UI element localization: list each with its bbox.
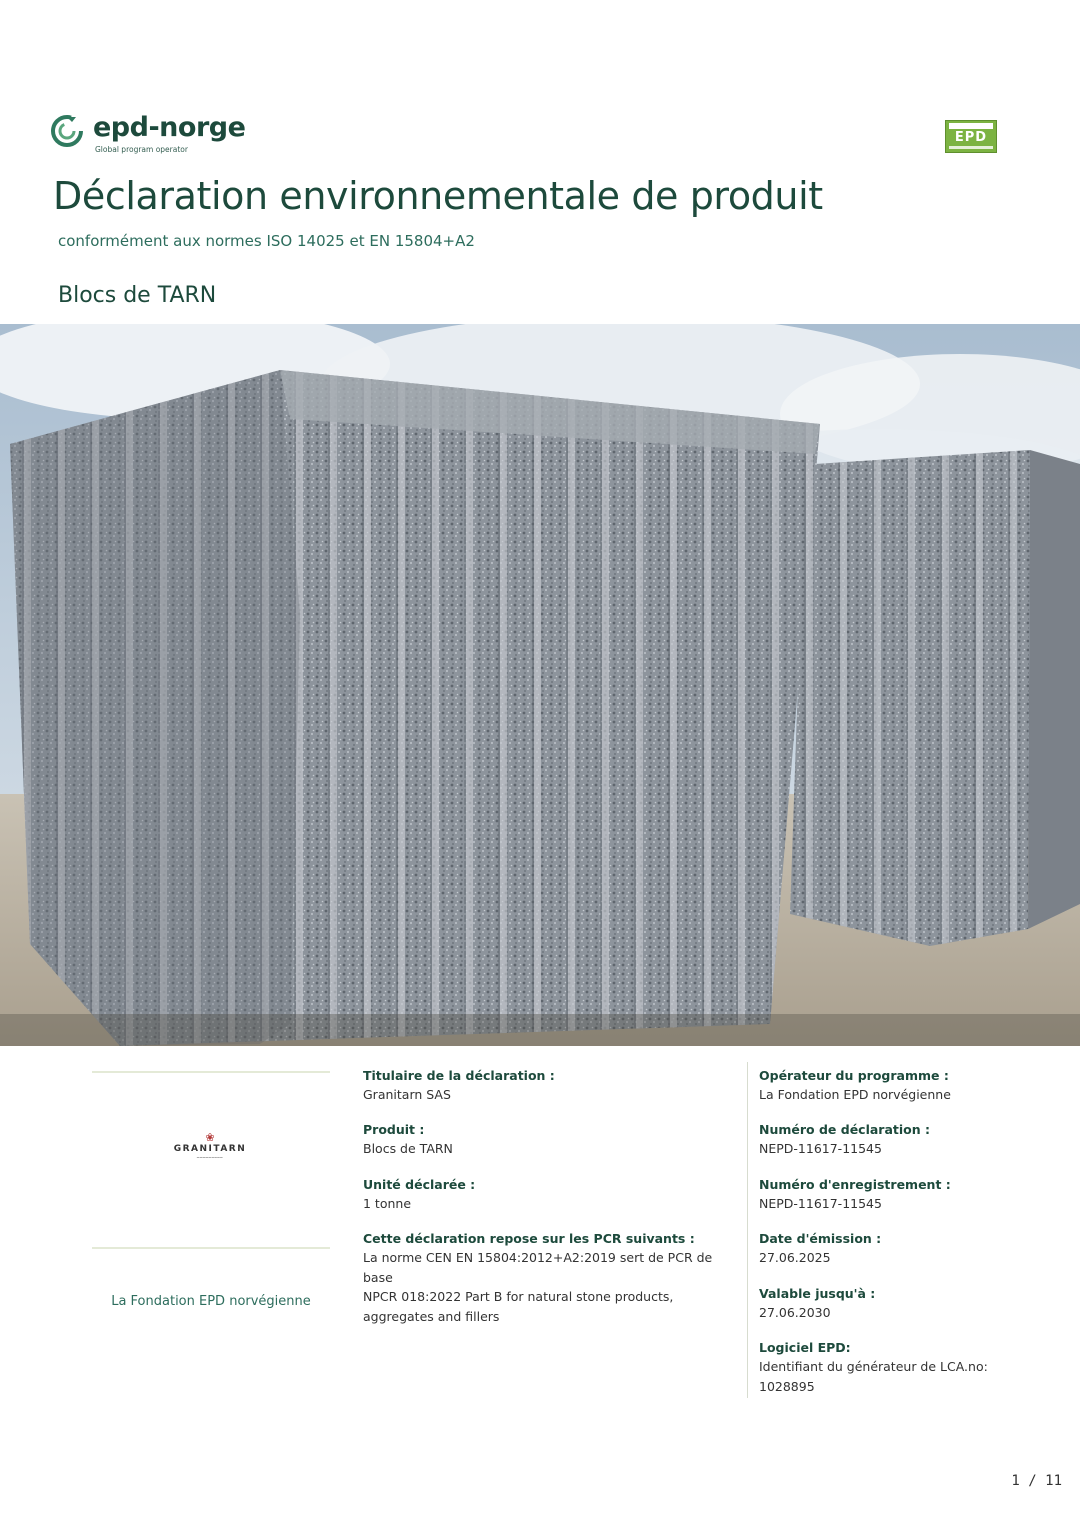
field-label: Numéro de déclaration : [759,1122,930,1137]
field-value: aggregates and fillers [363,1308,500,1324]
field-value: NEPD-11617-11545 [759,1141,882,1156]
field-declared-unit [363,1175,475,1214]
page-subtitle: conformément aux normes ISO 14025 et EN 15804+A2 [58,232,475,250]
field-valid-until [759,1284,875,1323]
field-epd-software [759,1338,988,1396]
granite-blocks-photo [0,324,1080,1046]
logo-name: epd-norge [93,112,246,143]
field-value: NPCR 018:2022 Part B for natural stone products, [363,1289,674,1304]
granitarn-logo-rule: ━━━━━━━━━ [196,1155,224,1160]
field-registration-number [759,1175,951,1214]
field-label: Numéro d'enregistrement : [759,1177,951,1192]
field-value: NEPD-11617-11545 [759,1196,882,1211]
field-label: Titulaire de la déclaration : [363,1068,555,1083]
field-value: Granitarn SAS [363,1087,451,1102]
field-value: 1 tonne [363,1196,412,1211]
field-label: Valable jusqu'à : [759,1286,876,1301]
field-value: Identifiant du générateur de LCA.no: [759,1359,988,1374]
field-label: Unité déclarée : [363,1177,476,1192]
epd-norge-logo [50,112,245,154]
foundation-label: La Fondation EPD norvégienne [111,1294,311,1309]
field-value: Blocs de TARN [363,1141,453,1156]
product-title: Blocs de TARN [58,283,217,308]
granitarn-logo-name: GRANITARN [173,1144,247,1154]
field-product [363,1120,453,1159]
column-divider [747,1062,748,1398]
field-label: Produit : [363,1122,425,1137]
field-pcr [363,1229,712,1326]
field-value: 1028895 [759,1378,815,1394]
granitarn-emblem-icon: ❀ [205,1131,215,1144]
field-label: Opérateur du programme : [759,1068,949,1083]
granitarn-logo [160,1132,260,1160]
field-program-operator [759,1066,951,1105]
field-label: Logiciel EPD: [759,1340,851,1355]
page-indicator: 1 / 11 [1011,1473,1062,1489]
field-issue-date [759,1229,881,1268]
field-value: La norme CEN EN 15804:2012+A2:2019 sert de PCR de [363,1250,713,1265]
field-value: 27.06.2025 [759,1250,831,1265]
field-holder [363,1066,555,1105]
field-label: Cette déclaration repose sur les PCR suivants : [363,1231,695,1246]
logo-tagline: Global program operator [95,145,188,154]
epd-norge-swirl-icon [50,114,84,148]
field-value: base [363,1269,393,1285]
field-declaration-number [759,1120,930,1159]
left-divider-bottom [92,1247,330,1249]
field-value: 27.06.2030 [759,1305,831,1320]
epd-badge-icon [945,120,997,153]
page-title: Déclaration environnementale de produit [53,174,823,218]
field-label: Date d'émission : [759,1231,882,1246]
field-value: La Fondation EPD norvégienne [759,1087,951,1102]
badge-text: EPD [954,130,988,145]
left-divider-top [92,1071,330,1073]
